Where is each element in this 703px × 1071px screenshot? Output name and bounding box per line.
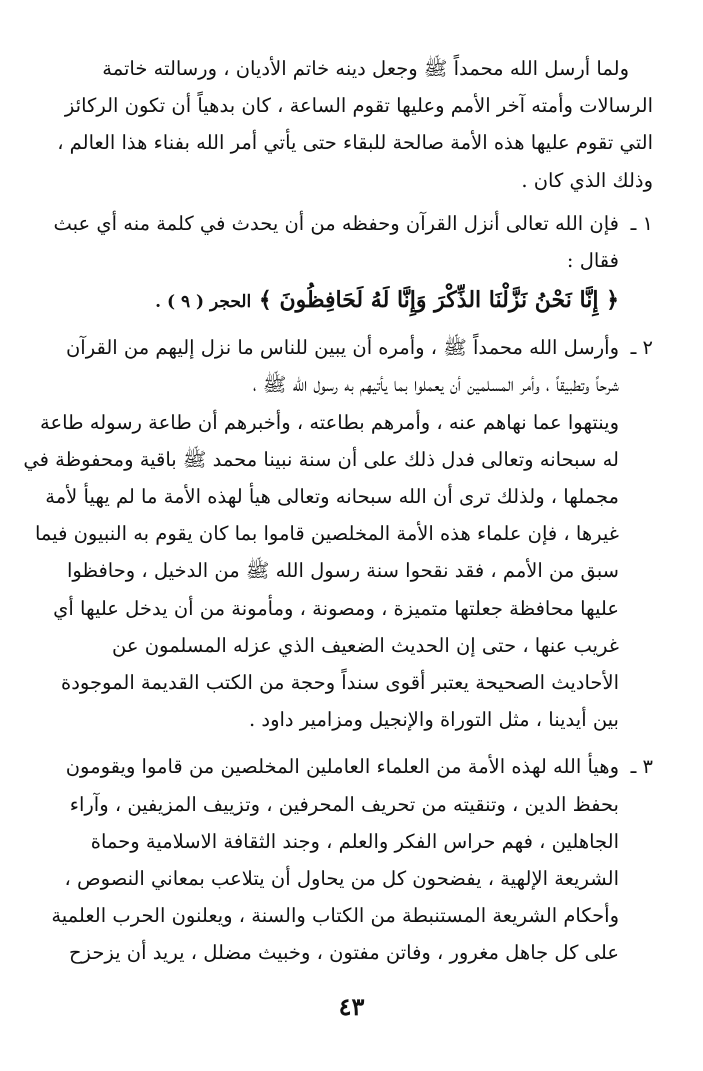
text-line: بين أيدينا ، مثل التوراة والإنجيل ومزامير داود . xyxy=(249,708,619,732)
text-line: الجاهلين ، فهم حراس الفكر والعلم ، وجند الثقافة الاسلامية وحماة xyxy=(90,829,619,853)
text-line: عليها محافظة جعلتها متميزة ، ومصونة ، ومأمونة من أن يدخل عليها أي xyxy=(53,596,619,620)
quran-verse xyxy=(48,279,653,323)
text-line: فإن الله تعالى أنزل القرآن وحفظه من أن يحدث في كلمة منه أي عبث xyxy=(53,211,619,235)
item-number: ٢ ـ xyxy=(630,336,653,360)
text-line: وهيأ الله لهذه الأمة من العلماء العاملين المخلصين من قاموا ويقومون xyxy=(65,755,619,779)
numbered-item-1 xyxy=(48,205,653,279)
intro-paragraph xyxy=(48,50,653,199)
text-line: الأحاديث الصحيحة يعتبر أقوى سنداً وحجة من الكتب القديمة الموجودة xyxy=(61,671,619,695)
verse-reference: الحجر ( ٩ ) . xyxy=(155,292,252,313)
text-line: شرحاً وتطبيقاً ، وأمر المسلمين أن يعملوا بما يأتيهم به رسول الله ﷺ ، xyxy=(252,373,619,397)
verse-text: ﴿ إِنَّا نَحْنُ نَزَّلْنَا الذِّكْرَ وَإِنَّا لَهُ لَحَافِظُونَ ﴾ xyxy=(258,287,619,314)
text-line: غريب عنها ، حتى إن الحديث الضعيف الذي عزله المسلمون عن xyxy=(112,633,619,657)
text-line: التي تقوم عليها هذه الأمة صالحة للبقاء حتى يأتي أمر الله بفناء هذا العالم ، xyxy=(57,131,653,155)
text-line: بحفظ الدين ، وتنقيته من تحريف المحرفين ، وتزييف المزيفين ، وآراء xyxy=(69,792,619,816)
text-line: مجملها ، ولذلك ترى أن الله سبحانه وتعالى هيأ لهذه الأمة ما لم يهيأ لأمة xyxy=(45,485,619,509)
numbered-item-3 xyxy=(48,748,653,971)
item-number: ١ ـ xyxy=(630,211,653,235)
text-line: غيرها ، فإن علماء هذه الأمة المخلصين قاموا بما كان يقوم به النبيون فيما xyxy=(34,522,619,546)
text-line: وذلك الذي كان . xyxy=(521,168,653,192)
page-number: ٤٣ xyxy=(338,992,365,1021)
text-line: وأحكام الشريعة المستنبطة من الكتاب والسنة ، ويعلنون الحرب العلمية xyxy=(51,904,619,928)
text-line: فقال : xyxy=(566,249,619,273)
text-line: على كل جاهل مغرور ، وفاتن مفتون ، وخبيث مضلل ، يريد أن يزحزح xyxy=(68,941,619,965)
text-line: وأرسل الله محمداً ﷺ ، وأمره أن يبين للناس ما نزل إليهم من القرآن xyxy=(65,336,619,360)
numbered-item-2 xyxy=(23,329,653,738)
text-line: ولما أرسل الله محمداً ﷺ وجعل دينه خاتم الأديان ، ورسالته خاتمة xyxy=(102,57,629,80)
text-line: الشريعة الإلهية ، يفضحون كل من يحاول أن يتلاعب بمعاني النصوص ، xyxy=(64,867,619,891)
text-line: له سبحانه وتعالى فدل ذلك على أن سنة نبينا محمد ﷺ باقية ومحفوظة في xyxy=(23,447,619,471)
text-line: الرسالات وأمته آخر الأمم وعليها تقوم الساعة ، كان بدهياً أن تكون الركائز xyxy=(64,94,653,118)
text-line: وينتهوا عما نهاهم عنه ، وأمرهم بطاعته ، وأخبرهم أن طاعة رسوله طاعة xyxy=(39,410,619,434)
item-number: ٣ ـ xyxy=(630,755,653,779)
text-line: سبق من الأمم ، فقد نقحوا سنة رسول الله ﷺ من الدخيل ، وحافظوا xyxy=(66,559,619,583)
